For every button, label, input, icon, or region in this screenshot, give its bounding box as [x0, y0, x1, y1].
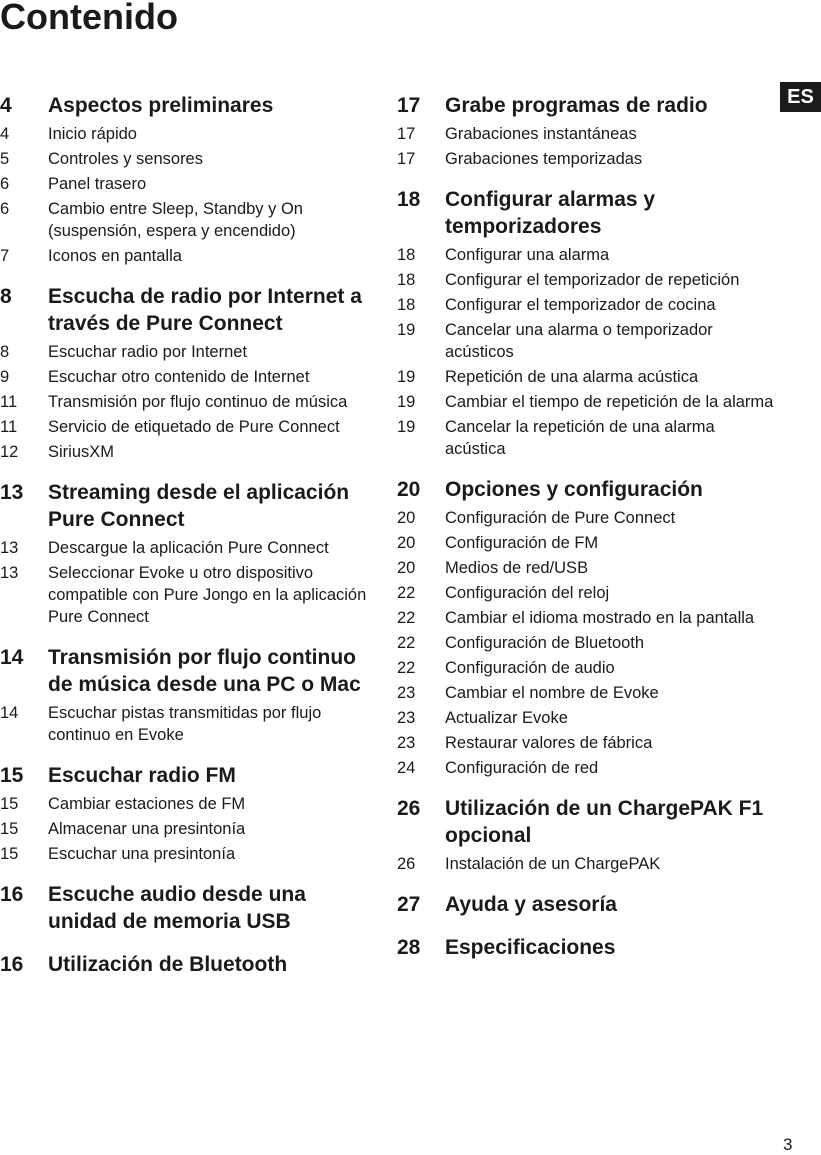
toc-entry[interactable] [0, 562, 375, 628]
entry-page-number: 18 [397, 296, 416, 314]
section-page-number: 28 [397, 936, 421, 959]
section-page-number: 14 [0, 646, 24, 669]
toc-entry[interactable] [0, 391, 375, 413]
section-heading[interactable] [397, 476, 777, 503]
toc-entry[interactable] [0, 702, 375, 746]
toc-entry[interactable] [0, 341, 375, 363]
entry-title: Configuración del reloj [445, 584, 610, 602]
toc-entry[interactable] [397, 732, 777, 754]
toc-entry[interactable] [397, 607, 777, 629]
entry-title: Configuración de red [445, 759, 599, 777]
entry-page-number: 13 [0, 539, 19, 557]
section-title: Utilización de Bluetooth [48, 953, 288, 976]
entry-page-number: 23 [397, 684, 416, 702]
entry-page-number: 17 [397, 150, 416, 168]
section-title: Transmisión por flujo continuo de música desde una PC o Mac [48, 646, 361, 696]
entry-title: Transmisión por flujo continuo de música [48, 393, 348, 411]
section-page-number: 16 [0, 883, 24, 906]
entry-page-number: 13 [0, 564, 19, 582]
entry-page-number: 6 [0, 175, 10, 193]
section-heading[interactable] [0, 479, 375, 533]
toc-section [397, 186, 777, 460]
section-title: Streaming desde el aplicación Pure Connect [48, 481, 350, 531]
entry-title: Cancelar la repetición de una alarma acústica [445, 418, 715, 458]
toc-entry[interactable] [0, 198, 375, 242]
entry-title: Configurar el temporizador de cocina [445, 296, 716, 314]
toc-entry[interactable] [397, 366, 777, 388]
entry-title: Almacenar una presintonía [48, 820, 246, 838]
entry-page-number: 22 [397, 659, 416, 677]
entry-page-number: 12 [0, 443, 19, 461]
entry-page-number: 9 [0, 368, 10, 386]
section-page-number: 15 [0, 764, 24, 787]
section-title: Especificaciones [445, 936, 616, 959]
entry-page-number: 11 [0, 393, 18, 411]
toc-entry[interactable] [397, 707, 777, 729]
toc-section [397, 476, 777, 779]
entry-title: Seleccionar Evoke u otro dispositivo compatible con Pure Jongo en la aplicación Pure Connect [48, 564, 367, 626]
toc-section [397, 795, 777, 875]
section-page-number: 17 [397, 94, 421, 117]
toc-entry[interactable] [397, 123, 777, 145]
toc-entry[interactable] [397, 148, 777, 170]
section-page-number: 27 [397, 893, 421, 916]
section-page-number: 26 [397, 797, 421, 820]
entry-page-number: 15 [0, 795, 19, 813]
toc-entry[interactable] [0, 123, 375, 145]
section-page-number: 4 [0, 94, 12, 117]
entry-page-number: 22 [397, 584, 416, 602]
toc-entry[interactable] [397, 532, 777, 554]
entry-page-number: 22 [397, 634, 416, 652]
toc-entry[interactable] [397, 269, 777, 291]
toc-column-left [0, 92, 375, 994]
section-title: Escucha de radio por Internet a través de Pure Connect [48, 285, 362, 335]
toc-section [397, 934, 777, 961]
toc-entry[interactable] [397, 391, 777, 413]
language-badge: ES [780, 82, 821, 112]
section-heading[interactable] [0, 92, 375, 119]
page-title: Contenido [0, 0, 178, 37]
entry-title: Medios de red/USB [445, 559, 589, 577]
entry-title: Cambio entre Sleep, Standby y On (suspensión, espera y encendido) [48, 200, 303, 240]
section-title: Ayuda y asesoría [445, 893, 617, 916]
entry-page-number: 4 [0, 125, 10, 143]
toc-entry[interactable] [397, 244, 777, 266]
entry-title: Configuración de Bluetooth [445, 634, 645, 652]
toc-entry[interactable] [0, 245, 375, 267]
entry-title: Configuración de Pure Connect [445, 509, 676, 527]
section-page-number: 20 [397, 478, 421, 501]
toc-entry[interactable] [397, 507, 777, 529]
toc-entry[interactable] [397, 853, 777, 875]
entry-page-number: 24 [397, 759, 416, 777]
toc-entry[interactable] [0, 843, 375, 865]
entry-title: Cambiar estaciones de FM [48, 795, 246, 813]
section-heading[interactable] [0, 951, 375, 978]
toc-column-right [397, 92, 777, 977]
toc-section [0, 951, 375, 978]
toc-entry[interactable] [0, 148, 375, 170]
entry-title: Descargue la aplicación Pure Connect [48, 539, 329, 557]
entry-page-number: 14 [0, 704, 19, 722]
entry-title: Cambiar el tiempo de repetición de la alarma [445, 393, 774, 411]
toc-section [0, 283, 375, 463]
entry-title: Escuchar pistas transmitidas por flujo continuo en Evoke [48, 704, 322, 744]
toc-section [0, 92, 375, 267]
toc-entry[interactable] [397, 757, 777, 779]
section-heading[interactable] [397, 186, 777, 240]
entry-page-number: 23 [397, 734, 416, 752]
section-heading[interactable] [0, 762, 375, 789]
entry-title: SiriusXM [48, 443, 115, 461]
section-page-number: 18 [397, 188, 421, 211]
section-page-number: 13 [0, 481, 24, 504]
toc-entry[interactable] [397, 632, 777, 654]
page-number: 3 [783, 1135, 793, 1154]
entry-page-number: 20 [397, 559, 416, 577]
section-heading[interactable] [397, 92, 777, 119]
section-heading[interactable] [0, 881, 375, 935]
entry-page-number: 19 [397, 418, 416, 436]
section-title: Escuche audio desde una unidad de memoria USB [48, 883, 306, 933]
toc-section [0, 479, 375, 628]
entry-page-number: 11 [0, 418, 18, 436]
section-page-number: 16 [0, 953, 24, 976]
toc-entry[interactable] [397, 557, 777, 579]
section-heading[interactable] [397, 795, 777, 849]
entry-page-number: 15 [0, 820, 19, 838]
entry-page-number: 22 [397, 609, 416, 627]
entry-title: Escuchar otro contenido de Internet [48, 368, 310, 386]
toc-entry[interactable] [397, 657, 777, 679]
entry-page-number: 7 [0, 247, 10, 265]
toc-section [0, 762, 375, 865]
section-heading[interactable] [397, 891, 777, 918]
entry-title: Cambiar el nombre de Evoke [445, 684, 659, 702]
entry-page-number: 23 [397, 709, 416, 727]
entry-page-number: 15 [0, 845, 19, 863]
entry-title: Panel trasero [48, 175, 147, 193]
entry-title: Grabaciones instantáneas [445, 125, 637, 143]
section-title: Utilización de un ChargePAK F1 opcional [445, 797, 764, 847]
toc-entry[interactable] [397, 319, 777, 363]
entry-title: Configurar una alarma [445, 246, 610, 264]
toc-entry[interactable] [397, 294, 777, 316]
entry-title: Grabaciones temporizadas [445, 150, 643, 168]
entry-title: Instalación de un ChargePAK [445, 855, 661, 873]
entry-title: Iconos en pantalla [48, 247, 182, 265]
section-heading[interactable] [0, 644, 375, 698]
entry-page-number: 20 [397, 509, 416, 527]
entry-title: Configuración de audio [445, 659, 615, 677]
toc-entry[interactable] [397, 416, 777, 460]
toc-entry[interactable] [0, 416, 375, 438]
entry-title: Configuración de FM [445, 534, 599, 552]
entry-page-number: 19 [397, 393, 416, 411]
section-title: Configurar alarmas y temporizadores [445, 188, 656, 238]
entry-title: Restaurar valores de fábrica [445, 734, 653, 752]
section-title: Grabe programas de radio [445, 94, 708, 117]
entry-title: Escuchar una presintonía [48, 845, 236, 863]
entry-page-number: 26 [397, 855, 416, 873]
entry-title: Servicio de etiquetado de Pure Connect [48, 418, 340, 436]
entry-page-number: 5 [0, 150, 10, 168]
section-title: Escuchar radio FM [48, 764, 236, 787]
entry-title: Configurar el temporizador de repetición [445, 271, 740, 289]
toc-entry[interactable] [0, 818, 375, 840]
toc-section [0, 881, 375, 935]
entry-title: Inicio rápido [48, 125, 137, 143]
entry-page-number: 8 [0, 343, 10, 361]
entry-title: Cambiar el idioma mostrado en la pantalla [445, 609, 755, 627]
section-title: Aspectos preliminares [48, 94, 274, 117]
toc-entry[interactable] [0, 173, 375, 195]
entry-page-number: 18 [397, 271, 416, 289]
entry-page-number: 19 [397, 368, 416, 386]
toc-entry[interactable] [397, 582, 777, 604]
toc-section [397, 891, 777, 918]
toc-entry[interactable] [0, 537, 375, 559]
entry-title: Controles y sensores [48, 150, 203, 168]
section-heading[interactable] [0, 283, 375, 337]
entry-title: Repetición de una alarma acústica [445, 368, 699, 386]
entry-page-number: 6 [0, 200, 10, 218]
entry-page-number: 17 [397, 125, 416, 143]
section-page-number: 8 [0, 285, 12, 308]
toc-entry[interactable] [0, 366, 375, 388]
entry-title: Cancelar una alarma o temporizador acústicos [445, 321, 713, 361]
toc-entry[interactable] [0, 441, 375, 463]
entry-page-number: 20 [397, 534, 416, 552]
toc-section [397, 92, 777, 170]
toc-entry[interactable] [397, 682, 777, 704]
section-heading[interactable] [397, 934, 777, 961]
section-title: Opciones y configuración [445, 478, 703, 501]
entry-page-number: 19 [397, 321, 416, 339]
entry-page-number: 18 [397, 246, 416, 264]
entry-title: Escuchar radio por Internet [48, 343, 248, 361]
entry-title: Actualizar Evoke [445, 709, 568, 727]
toc-section [0, 644, 375, 746]
toc-entry[interactable] [0, 793, 375, 815]
